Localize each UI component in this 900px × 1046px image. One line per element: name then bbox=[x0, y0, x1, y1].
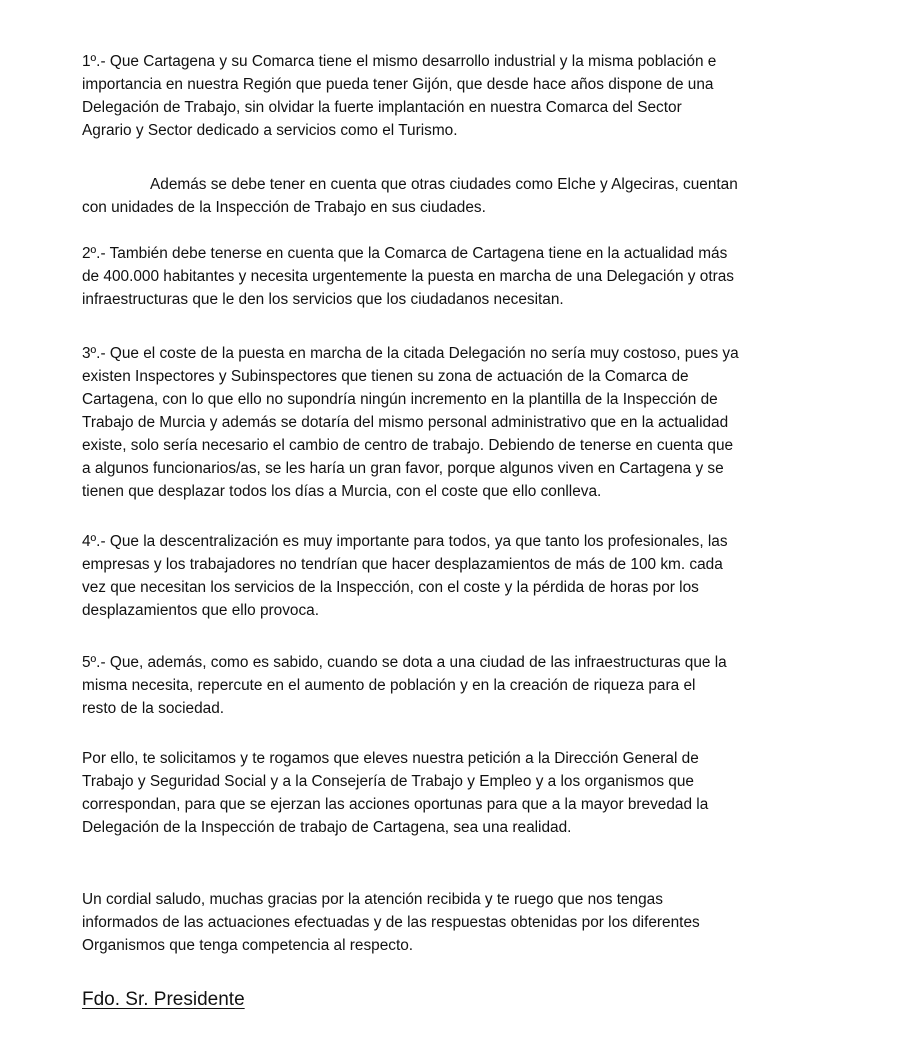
text-line: Trabajo de Murcia y además se dotaría del mismo personal administrativo que en la actualidad bbox=[82, 414, 729, 431]
text-line: existen Inspectores y Subinspectores que tienen su zona de actuación de la Comarca de bbox=[82, 368, 689, 385]
text-line: Cartagena, con lo que ello no supondría ningún incremento en la plantilla de la Inspección de bbox=[82, 391, 718, 408]
text-line: Por ello, te solicitamos y te rogamos que eleves nuestra petición a la Dirección General de bbox=[82, 750, 699, 767]
text-line: misma necesita, repercute en el aumento de población y en la creación de riqueza para el bbox=[82, 677, 696, 694]
text-line: Trabajo y Seguridad Social y a la Consejería de Trabajo y Empleo y a los organismos que bbox=[82, 773, 694, 790]
paragraph-point-3 bbox=[82, 342, 852, 503]
text-line: informados de las actuaciones efectuadas y de las respuestas obtenidas por los diferentes bbox=[82, 914, 700, 931]
text-line: desplazamientos que ello provoca. bbox=[82, 602, 319, 619]
paragraph-point-5 bbox=[82, 651, 852, 720]
paragraph-point-2 bbox=[82, 242, 852, 311]
text-line: importancia en nuestra Región que pueda tener Gijón, que desde hace años dispone de una bbox=[82, 76, 714, 93]
text-line: empresas y los trabajadores no tendrían que hacer desplazamientos de más de 100 km. cada bbox=[82, 556, 723, 573]
text-line: Delegación de la Inspección de trabajo de Cartagena, sea una realidad. bbox=[82, 819, 572, 836]
text-line: Además se debe tener en cuenta que otras ciudades como Elche y Algeciras, cuentan bbox=[150, 176, 738, 193]
text-line: infraestructuras que le den los servicios que los ciudadanos necesitan. bbox=[82, 291, 564, 308]
text-line: existe, solo sería necesario el cambio de centro de trabajo. Debiendo de tenerse en cuenta que bbox=[82, 437, 734, 454]
text-line: 5º.- Que, además, como es sabido, cuando se dota a una ciudad de las infraestructuras que la bbox=[82, 654, 727, 671]
paragraph-request bbox=[82, 747, 852, 839]
text-line: vez que necesitan los servicios de la Inspección, con el coste y la pérdida de horas por los bbox=[82, 579, 699, 596]
text-line: Un cordial saludo, muchas gracias por la atención recibida y te ruego que nos tengas bbox=[82, 891, 663, 908]
text-line: de 400.000 habitantes y necesita urgentemente la puesta en marcha de una Delegación y otras bbox=[82, 268, 734, 285]
text-line: Delegación de Trabajo, sin olvidar la fuerte implantación en nuestra Comarca del Sector bbox=[82, 99, 682, 116]
signature-line: Fdo. Sr. Presidente bbox=[82, 989, 245, 1010]
paragraph-point-1-addendum bbox=[82, 173, 852, 219]
text-line: Organismos que tenga competencia al respecto. bbox=[82, 937, 414, 954]
text-line: 2º.- También debe tenerse en cuenta que la Comarca de Cartagena tiene en la actualidad más bbox=[82, 245, 728, 262]
text-line: tienen que desplazar todos los días a Murcia, con el coste que ello conlleva. bbox=[82, 483, 602, 500]
paragraph-closing bbox=[82, 888, 852, 957]
text-line: Agrario y Sector dedicado a servicios como el Turismo. bbox=[82, 122, 458, 139]
text-line: con unidades de la Inspección de Trabajo en sus ciudades. bbox=[82, 199, 486, 216]
text-line: a algunos funcionarios/as, se les haría un gran favor, porque algunos viven en Cartagena y se bbox=[82, 460, 724, 477]
paragraph-point-1 bbox=[82, 50, 852, 142]
text-line: 4º.- Que la descentralización es muy importante para todos, ya que tanto los profesionales, las bbox=[82, 533, 728, 550]
paragraph-point-4 bbox=[82, 530, 852, 622]
text-line: 1º.- Que Cartagena y su Comarca tiene el mismo desarrollo industrial y la misma población e bbox=[82, 53, 717, 70]
text-line: correspondan, para que se ejerzan las acciones oportunas para que a la mayor brevedad la bbox=[82, 796, 709, 813]
text-line: 3º.- Que el coste de la puesta en marcha de la citada Delegación no sería muy costoso, pues ya bbox=[82, 345, 739, 362]
text-line: resto de la sociedad. bbox=[82, 700, 225, 717]
